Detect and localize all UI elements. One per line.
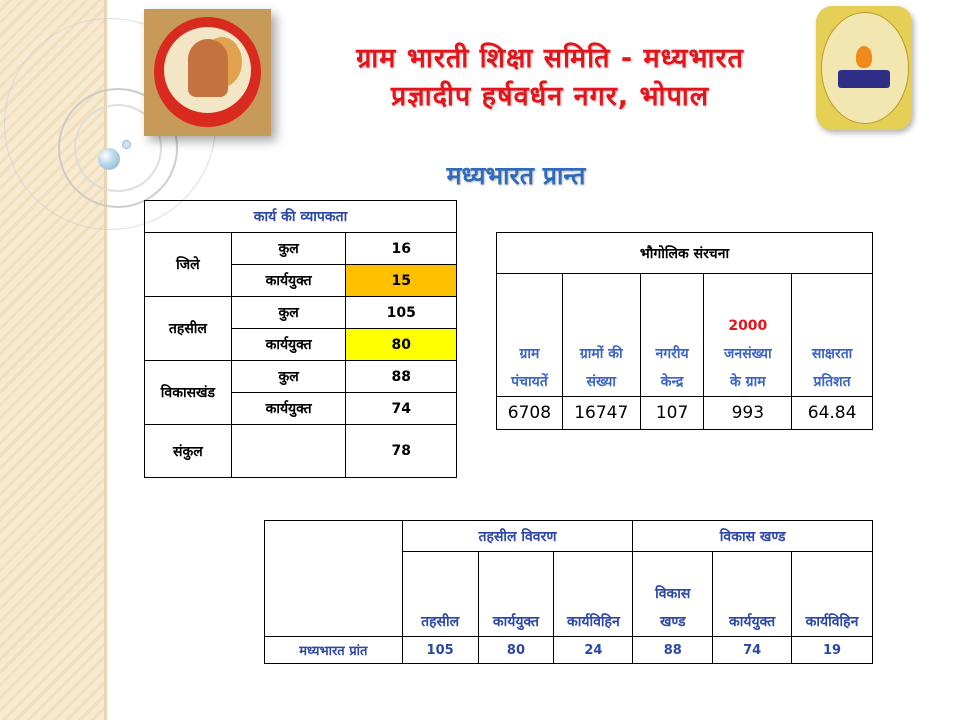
saraswati-shishu-mandir-logo: [144, 9, 271, 136]
column-header-active: कार्ययुक्त: [713, 552, 792, 637]
cell-value: 105: [346, 297, 457, 329]
cell-label: कुल: [231, 233, 346, 265]
cell-label: कार्ययुक्त: [231, 393, 346, 425]
decorative-bubble: [122, 140, 131, 149]
row-group-label: विकासखंड: [145, 361, 232, 425]
work-reach-table: [144, 200, 457, 478]
cell-value: 16747: [562, 397, 640, 430]
column-header-active: कार्ययुक्त: [478, 552, 554, 637]
cell-value: 80: [478, 637, 554, 664]
table-row: [497, 397, 873, 430]
work-reach-heading: कार्य की व्यापकता: [145, 201, 457, 233]
group-header-vikas-khand: विकास खण्ड: [633, 521, 873, 552]
page-subtitle: मध्यभारत प्रान्त: [446, 161, 586, 190]
page-title-location: प्रज्ञादीप हर्षवर्धन नगर, भोपाल: [390, 81, 710, 112]
cell-value: 74: [346, 393, 457, 425]
page-title: ग्राम भारती शिक्षा समिति - मध्यभारत: [356, 43, 744, 74]
vidya-bharati-logo: [816, 6, 912, 130]
cell-value: 16: [346, 233, 457, 265]
cell-value: 105: [402, 637, 478, 664]
table-row: [145, 361, 457, 393]
column-header-tehsil: तहसील: [402, 552, 478, 637]
cell-label: कार्ययुक्त: [231, 329, 346, 361]
cell-value-highlighted: 15: [346, 265, 457, 297]
column-header-literacy-percent: साक्षरता प्रतिशत: [792, 274, 873, 397]
row-label: मध्यभारत प्रांत: [265, 637, 403, 664]
cell-label: कार्ययुक्त: [231, 265, 346, 297]
column-header-vikas-khand: विकास खण्ड: [633, 552, 713, 637]
cell-label: कुल: [231, 297, 346, 329]
column-header-gram-panchayat: ग्राम पंचायतें: [497, 274, 563, 397]
cell-value: 19: [792, 637, 873, 664]
row-group-label: संकुल: [145, 425, 232, 478]
empty-corner-cell: [265, 521, 403, 637]
cell-value: 88: [633, 637, 713, 664]
cell-label: कुल: [231, 361, 346, 393]
cell-value: 88: [346, 361, 457, 393]
tehsil-block-detail-table: [264, 520, 873, 664]
row-group-label: तहसील: [145, 297, 232, 361]
column-header-inactive: कार्यविहिन: [554, 552, 633, 637]
cell-value-highlighted: 80: [346, 329, 457, 361]
table-row: [145, 233, 457, 265]
cell-value: 993: [704, 397, 792, 430]
table-row: [265, 637, 873, 664]
table-row: [145, 425, 457, 478]
cell-value: 78: [346, 425, 457, 478]
column-header-village-count: ग्रामों की संख्या: [562, 274, 640, 397]
row-group-label: जिले: [145, 233, 232, 297]
geographic-heading: भौगोलिक संरचना: [497, 233, 873, 274]
cell-value: 24: [554, 637, 633, 664]
geographic-structure-table: [496, 232, 873, 430]
decorative-bubble: [98, 148, 120, 170]
empty-cell: [231, 425, 346, 478]
column-header-urban-centres: नगरीय केन्द्र: [640, 274, 704, 397]
cell-value: 107: [640, 397, 704, 430]
cell-value: 6708: [497, 397, 563, 430]
cell-value: 64.84: [792, 397, 873, 430]
table-row: [145, 297, 457, 329]
table-row: [497, 274, 873, 397]
column-header-2000-population-villages: 2000 जनसंख्या के ग्राम: [704, 274, 792, 397]
column-header-inactive: कार्यविहिन: [792, 552, 873, 637]
group-header-tehsil: तहसील विवरण: [402, 521, 633, 552]
cell-value: 74: [713, 637, 792, 664]
